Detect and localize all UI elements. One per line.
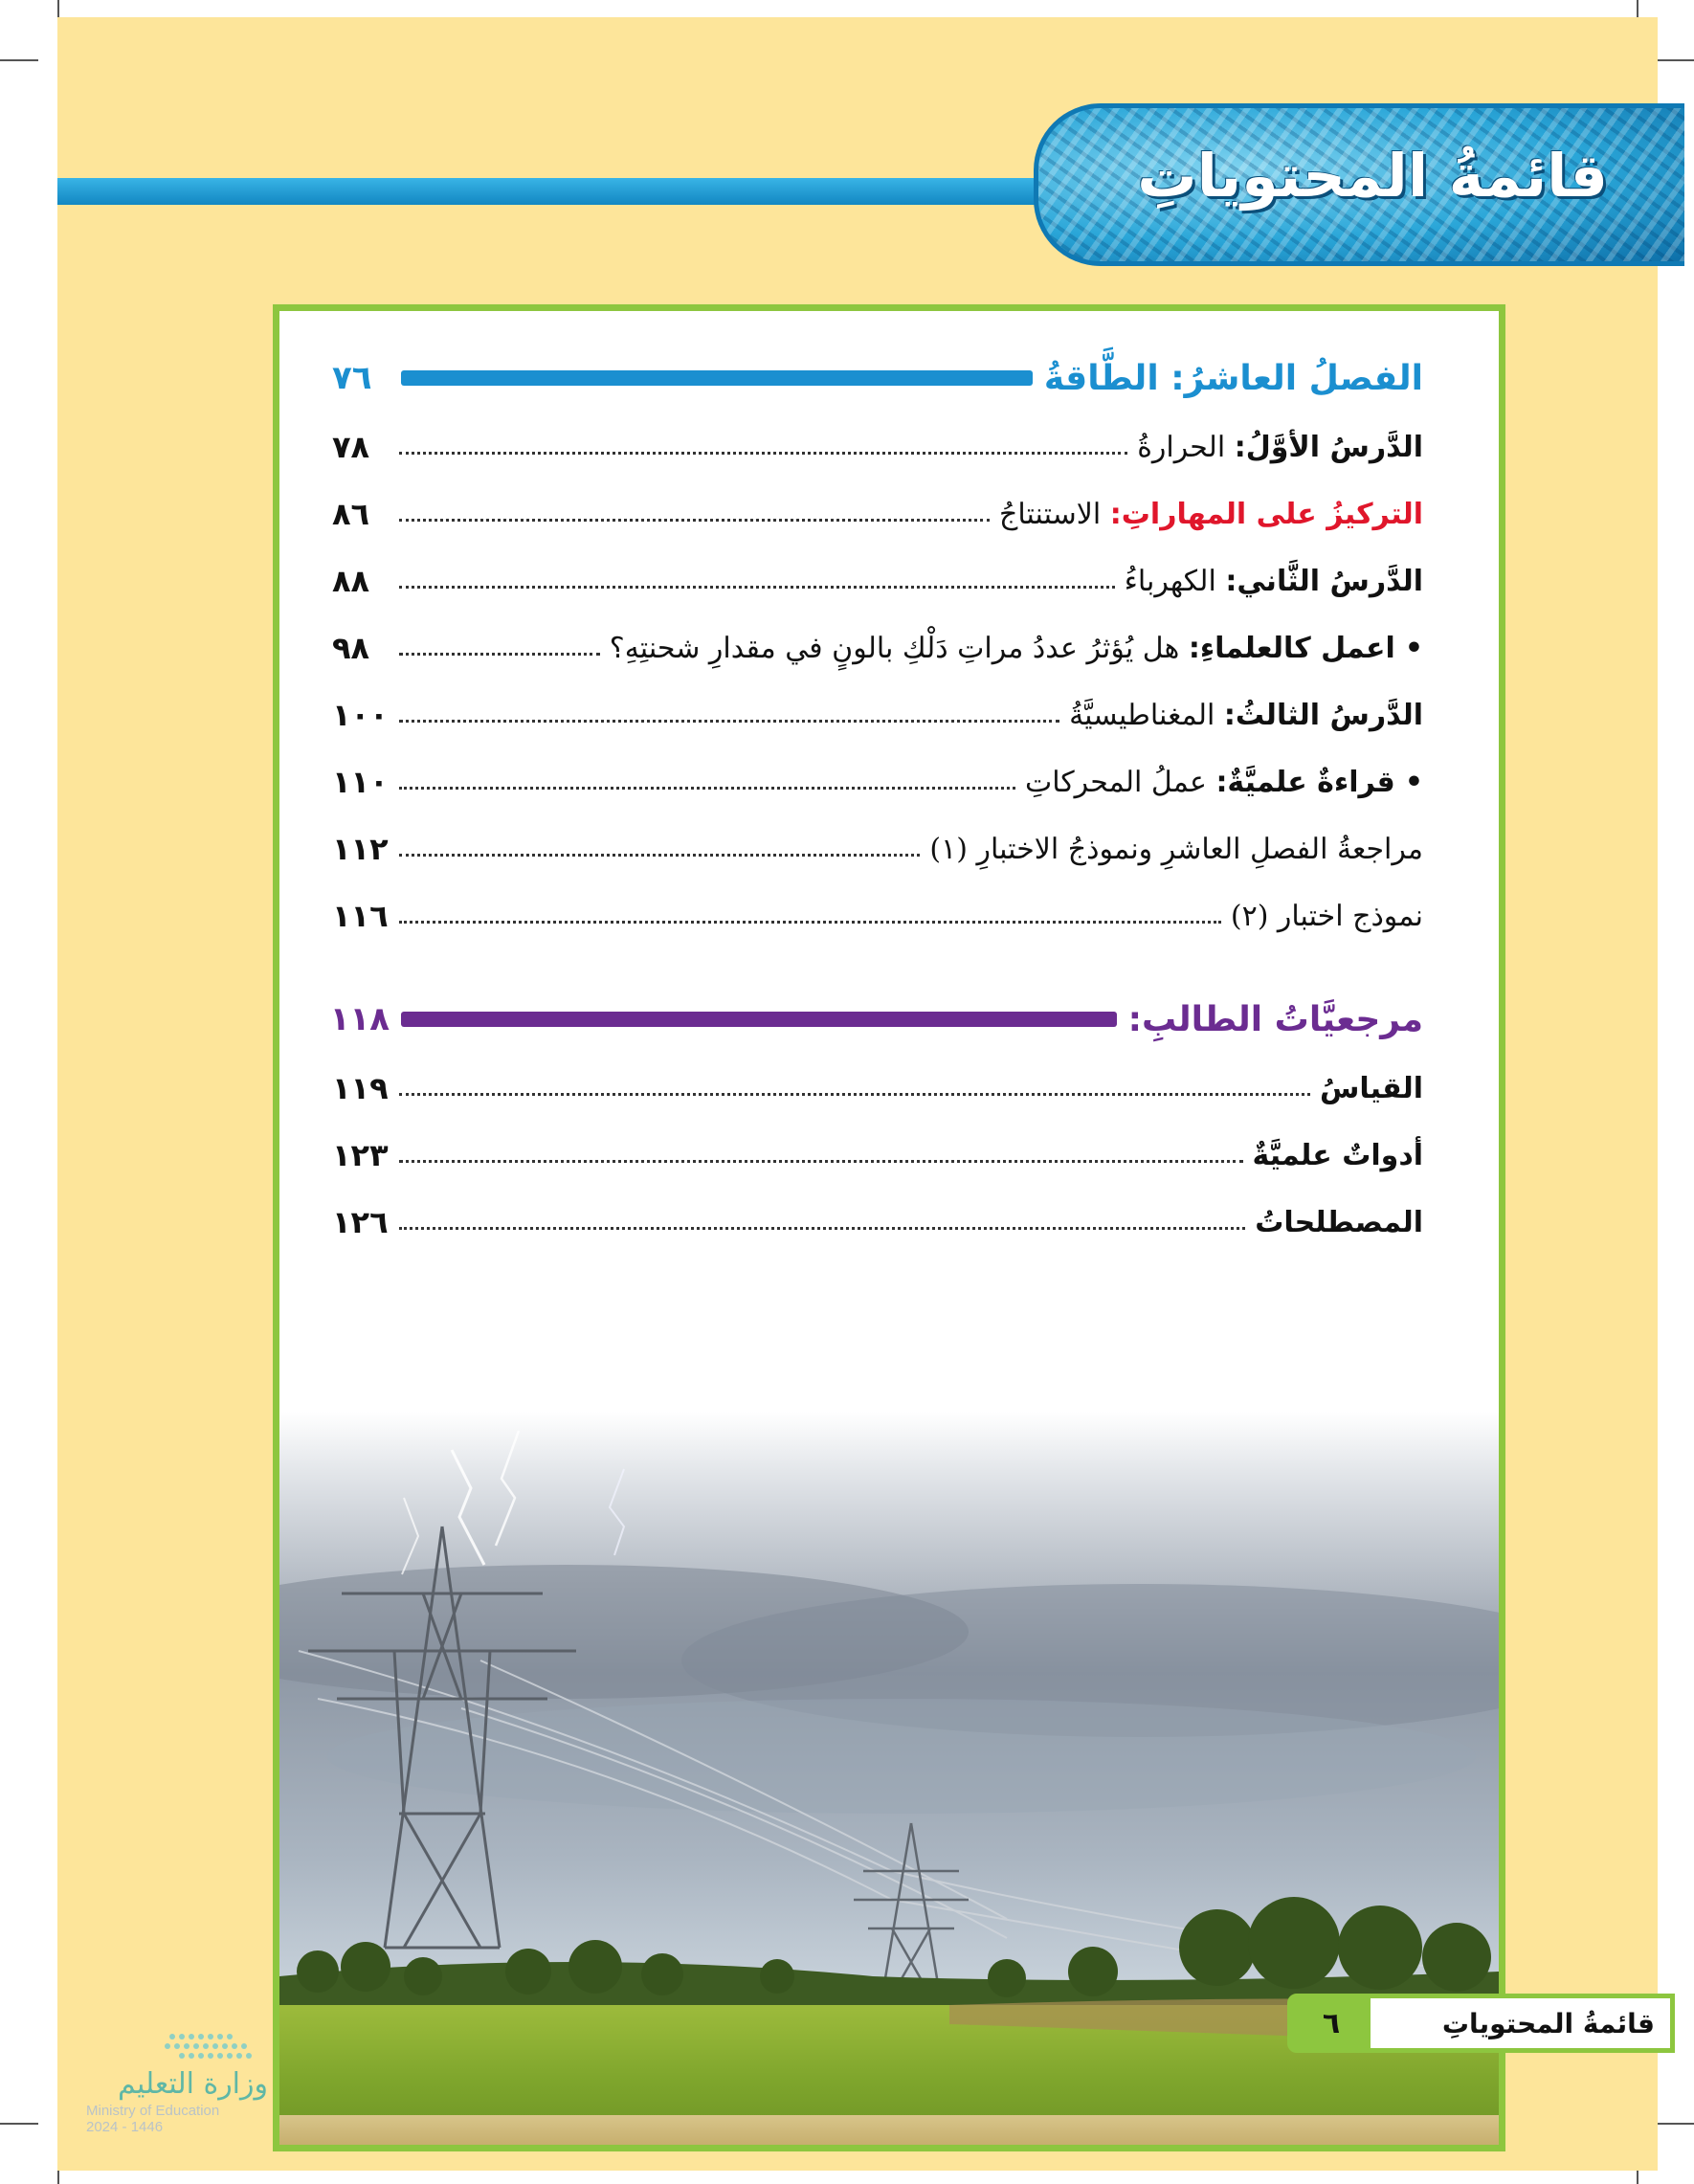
dot-leader	[399, 640, 600, 656]
dot-leader	[399, 573, 1115, 589]
entry-page: ١١٢	[332, 831, 389, 867]
dot-leader	[399, 506, 990, 522]
ministry-english: Ministry of Education	[86, 2103, 220, 2119]
toc-entry-lesson-3[interactable]	[332, 686, 1423, 744]
entry-bold-label: قراءةٌ علميَّةٌ:	[1215, 765, 1395, 799]
entry-bold-label: المصطلحاتُ	[1255, 1205, 1423, 1239]
dot-leader	[399, 707, 1059, 723]
chapter-heading[interactable]	[332, 349, 1423, 407]
entry-page: ١١٦	[332, 898, 389, 934]
references-title: مرجعيَّاتُ الطالبِ:	[1127, 999, 1423, 1039]
dot-leader	[399, 1081, 1310, 1096]
entry-label: الكهرباءُ	[1124, 564, 1226, 598]
entry-bold-label: القياسُ	[1319, 1071, 1423, 1105]
toc-entry-glossary[interactable]	[332, 1193, 1423, 1251]
ministry-logo	[86, 2029, 268, 2135]
entry-page: ١٢٦	[332, 1204, 389, 1240]
bullet-icon: •	[1404, 631, 1423, 665]
footer-label: قائمةُ المحتوياتِ	[1441, 2007, 1655, 2039]
toc-entry-chapter-review[interactable]	[332, 820, 1423, 878]
page-title: قائمةُ المحتوياتِ	[1137, 141, 1608, 211]
entry-page: ١٠٠	[332, 697, 389, 733]
entry-page: ٨٨	[332, 563, 370, 599]
entry-bold-label: اعمل كالعلماءِ:	[1188, 631, 1395, 665]
title-stripe	[57, 178, 1168, 205]
toc-entry-lesson-1[interactable]	[332, 418, 1423, 476]
toc-entry-science-reading[interactable]	[332, 753, 1423, 811]
dot-leader	[399, 774, 1015, 790]
entry-label: نموذج اختبار (٢)	[1230, 899, 1423, 933]
entry-bold-label: الدَّرسُ الثالثُ:	[1223, 698, 1423, 732]
toc-entry-science-tools[interactable]	[332, 1126, 1423, 1184]
toc-entry-skills[interactable]	[332, 485, 1423, 543]
entry-label: الحرارةُ	[1137, 430, 1235, 464]
chapter-page: ٧٦	[332, 359, 372, 397]
dot-leader	[399, 841, 920, 857]
dot-leader	[399, 439, 1127, 455]
entry-bold-label: الدَّرسُ الثَّاني:	[1225, 564, 1423, 598]
contents-panel	[273, 304, 1505, 2151]
entry-label: المغناطيسيَّةُ	[1069, 698, 1224, 732]
bullet-icon: •	[1404, 765, 1423, 799]
entry-label: عملُ المحركاتِ	[1024, 765, 1216, 799]
ministry-arabic: وزارة التعليم	[117, 2067, 268, 2101]
ministry-year: 2024 - 1446	[86, 2119, 164, 2135]
entry-page: ١٢٣	[332, 1137, 389, 1173]
entry-bold-label: التركيزُ على المهاراتِ:	[1109, 497, 1423, 531]
dot-leader	[399, 1215, 1245, 1230]
entry-label: الاستنتاجُ	[999, 497, 1110, 531]
footer-page-tab	[1287, 1994, 1675, 2053]
page-number: ٦	[1292, 1996, 1371, 2050]
entry-bold-label: الدَّرسُ الأوَّلُ:	[1234, 430, 1423, 464]
entry-page: ٧٨	[332, 429, 370, 465]
dot-leader	[399, 1148, 1243, 1163]
toc-entry-test-2[interactable]	[332, 887, 1423, 945]
entry-page: ١١٩	[332, 1070, 389, 1106]
dot-leader	[399, 908, 1221, 924]
title-banner	[1034, 103, 1684, 266]
entry-page: ٩٨	[332, 630, 370, 666]
toc-entry-measurement[interactable]	[332, 1059, 1423, 1117]
entry-label: مراجعةُ الفصلِ العاشرِ ونموذجُ الاختبارِ (١)	[929, 832, 1423, 866]
references-heading[interactable]	[329, 991, 1423, 1048]
entry-label: هل يُؤثرُ عددُ مراتِ دَلْكِ بالونٍ في مقدارِ شحنتِهِ؟	[609, 631, 1189, 665]
references-page: ١١٨	[329, 1000, 390, 1038]
references-bar	[401, 1012, 1117, 1027]
ministry-dots-icon	[153, 2029, 268, 2067]
entry-page: ٨٦	[332, 496, 370, 532]
toc-entry-lesson-2[interactable]	[332, 552, 1423, 610]
chapter-title: الفصلُ العاشرُ: الطَّاقةُ	[1043, 358, 1423, 398]
entry-bold-label: أدواتٌ علميَّةٌ	[1252, 1138, 1423, 1172]
chapter-bar	[401, 370, 1033, 386]
entry-page: ١١٠	[332, 764, 389, 800]
toc-entry-work-like-scientists[interactable]	[332, 619, 1423, 677]
